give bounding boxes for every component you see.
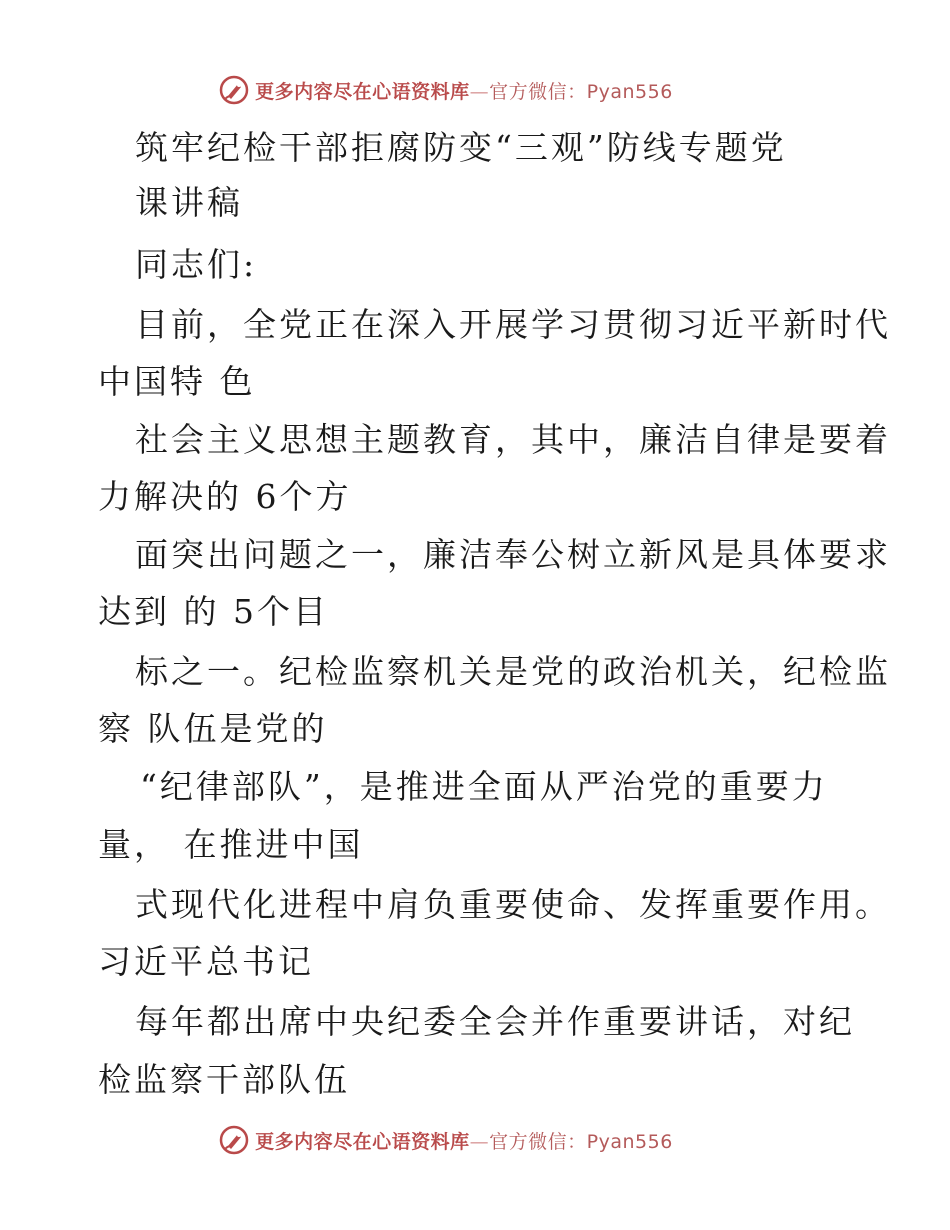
watermark-separator: — bbox=[469, 1130, 490, 1153]
document-title-line-1: 筑牢纪检干部拒腐防变“三观”防线专题党 bbox=[135, 128, 787, 167]
paragraph-line: 习近平总书记 bbox=[98, 942, 314, 981]
salutation: 同志们: bbox=[135, 245, 258, 284]
watermark-text bbox=[255, 1127, 673, 1154]
paragraph-line: 达到 的 5个目 bbox=[98, 592, 329, 631]
pen-nib-circle-icon bbox=[219, 1125, 249, 1155]
paragraph-line: “纪律部队”，是推进全面从严治党的重要力 bbox=[140, 767, 828, 806]
paragraph-line: 中国特 色 bbox=[98, 362, 256, 401]
watermark-site-text: 更多内容尽在心语资料库 bbox=[255, 80, 470, 103]
paragraph-line: 检监察干部队伍 bbox=[98, 1060, 350, 1099]
watermark-text bbox=[255, 77, 673, 104]
paragraph-line: 标之一。纪检监察机关是党的政治机关，纪检监 bbox=[135, 652, 891, 691]
watermark-separator: — bbox=[469, 80, 490, 103]
header-watermark bbox=[0, 70, 950, 110]
footer-watermark bbox=[0, 1120, 950, 1160]
watermark-wechat-text: 官方微信：Pyan556 bbox=[489, 1130, 673, 1153]
paragraph-line: 社会主义思想主题教育，其中，廉洁自律是要着 bbox=[135, 420, 891, 459]
pen-nib-circle-icon bbox=[219, 75, 249, 105]
document-title-line-2: 课讲稿 bbox=[135, 183, 243, 222]
paragraph-line: 力解决的 6个方 bbox=[98, 477, 352, 516]
watermark-site-text: 更多内容尽在心语资料库 bbox=[255, 1130, 470, 1153]
paragraph-line: 面突出问题之一，廉洁奉公树立新风是具体要求 bbox=[135, 535, 891, 574]
paragraph-line: 目前，全党正在深入开展学习贯彻习近平新时代 bbox=[135, 305, 891, 344]
watermark-wechat-text: 官方微信：Pyan556 bbox=[489, 80, 673, 103]
paragraph-line: 察 队伍是党的 bbox=[98, 709, 328, 748]
paragraph-line: 每年都出席中央纪委全会并作重要讲话，对纪 bbox=[135, 1002, 855, 1041]
paragraph-line: 式现代化进程中肩负重要使命、发挥重要作用。 bbox=[135, 885, 891, 924]
paragraph-line: 量， 在推进中国 bbox=[98, 825, 364, 864]
